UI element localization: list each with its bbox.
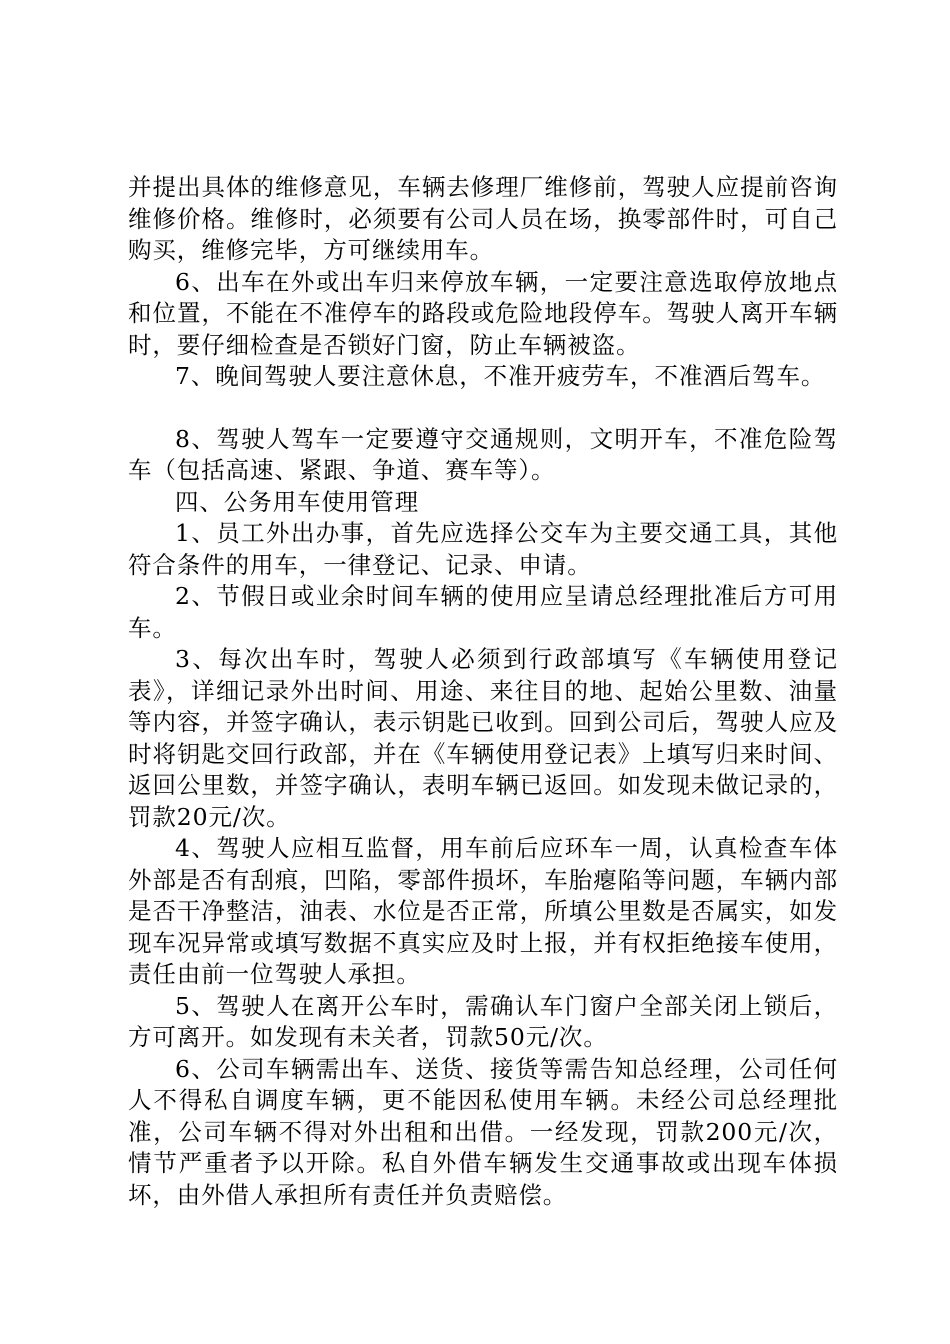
paragraph-item-4-inspection: 4、驾驶人应相互监督，用车前后应环车一周，认真检查车体外部是否有刮痕，凹陷，零部件损坏，车胎瘪陷等问题，车辆内部是否干净整洁，油表、水位是否正常，所填公里数是否属实，如发现车况异常或填写数据不真实应及时上报，并有权拒绝接车使用，责任由前一位驾驶人承担。 bbox=[128, 834, 838, 988]
paragraph-item-6-parking: 6、出车在外或出车归来停放车辆，一定要注意选取停放地点和位置，不能在不准停车的路段或危险地段停车。驾驶人离开车辆时，要仔细检查是否锁好门窗，防止车辆被盗。 bbox=[128, 267, 838, 359]
paragraph-item-6-dispatch: 6、公司车辆需出车、送货、接货等需告知总经理，公司任何人不得私自调度车辆，更不能因私使用车辆。未经公司总经理批准，公司车辆不得对外出租和出借。一经发现，罚款200元/次，情节严重者予以开除。私自外借车辆发生交通事故或出现车体损坏，由外借人承担所有责任并负责赔偿。 bbox=[128, 1054, 838, 1209]
paragraph-item-2-holiday-use: 2、节假日或业余时间车辆的使用应呈请总经理批准后方可用车。 bbox=[128, 582, 838, 642]
paragraph-continuation: 并提出具体的维修意见，车辆去修理厂维修前，驾驶人应提前咨询维修价格。维修时，必须要有公司人员在场，换零部件时，可自己购买，维修完毕，方可继续用车。 bbox=[128, 173, 838, 264]
section-heading-official-vehicle-use: 四、公务用车使用管理 bbox=[175, 487, 419, 516]
paragraph-item-5-locking: 5、驾驶人在离开公车时，需确认车门窗户全部关闭上锁后，方可离开。如发现有未关者，罚款50元/次。 bbox=[128, 991, 838, 1051]
paragraph-item-3-registration: 3、每次出车时，驾驶人必须到行政部填写《车辆使用登记表》，详细记录外出时间、用途、来往目的地、起始公里数、油量等内容，并签字确认，表示钥匙已收到。回到公司后，驾驶人应及时将钥匙交回行政部，并在《车辆使用登记表》上填写归来时间、返回公里数，并签字确认，表明车辆已返回。如发现未做记录的，罚款20元/次。 bbox=[128, 645, 838, 831]
paragraph-item-8-traffic-rules: 8、驾驶人驾车一定要遵守交通规则，文明开车，不准危险驾车（包括高速、紧跟、争道、赛车等）。 bbox=[128, 424, 838, 484]
paragraph-item-7-night-driving: 7、晚间驾驶人要注意休息，不准开疲劳车，不准酒后驾车。 bbox=[175, 362, 826, 390]
paragraph-item-1-public-transport: 1、员工外出办事，首先应选择公交车为主要交通工具，其他符合条件的用车，一律登记、记录、申请。 bbox=[128, 519, 838, 579]
document-body bbox=[128, 172, 838, 1211]
